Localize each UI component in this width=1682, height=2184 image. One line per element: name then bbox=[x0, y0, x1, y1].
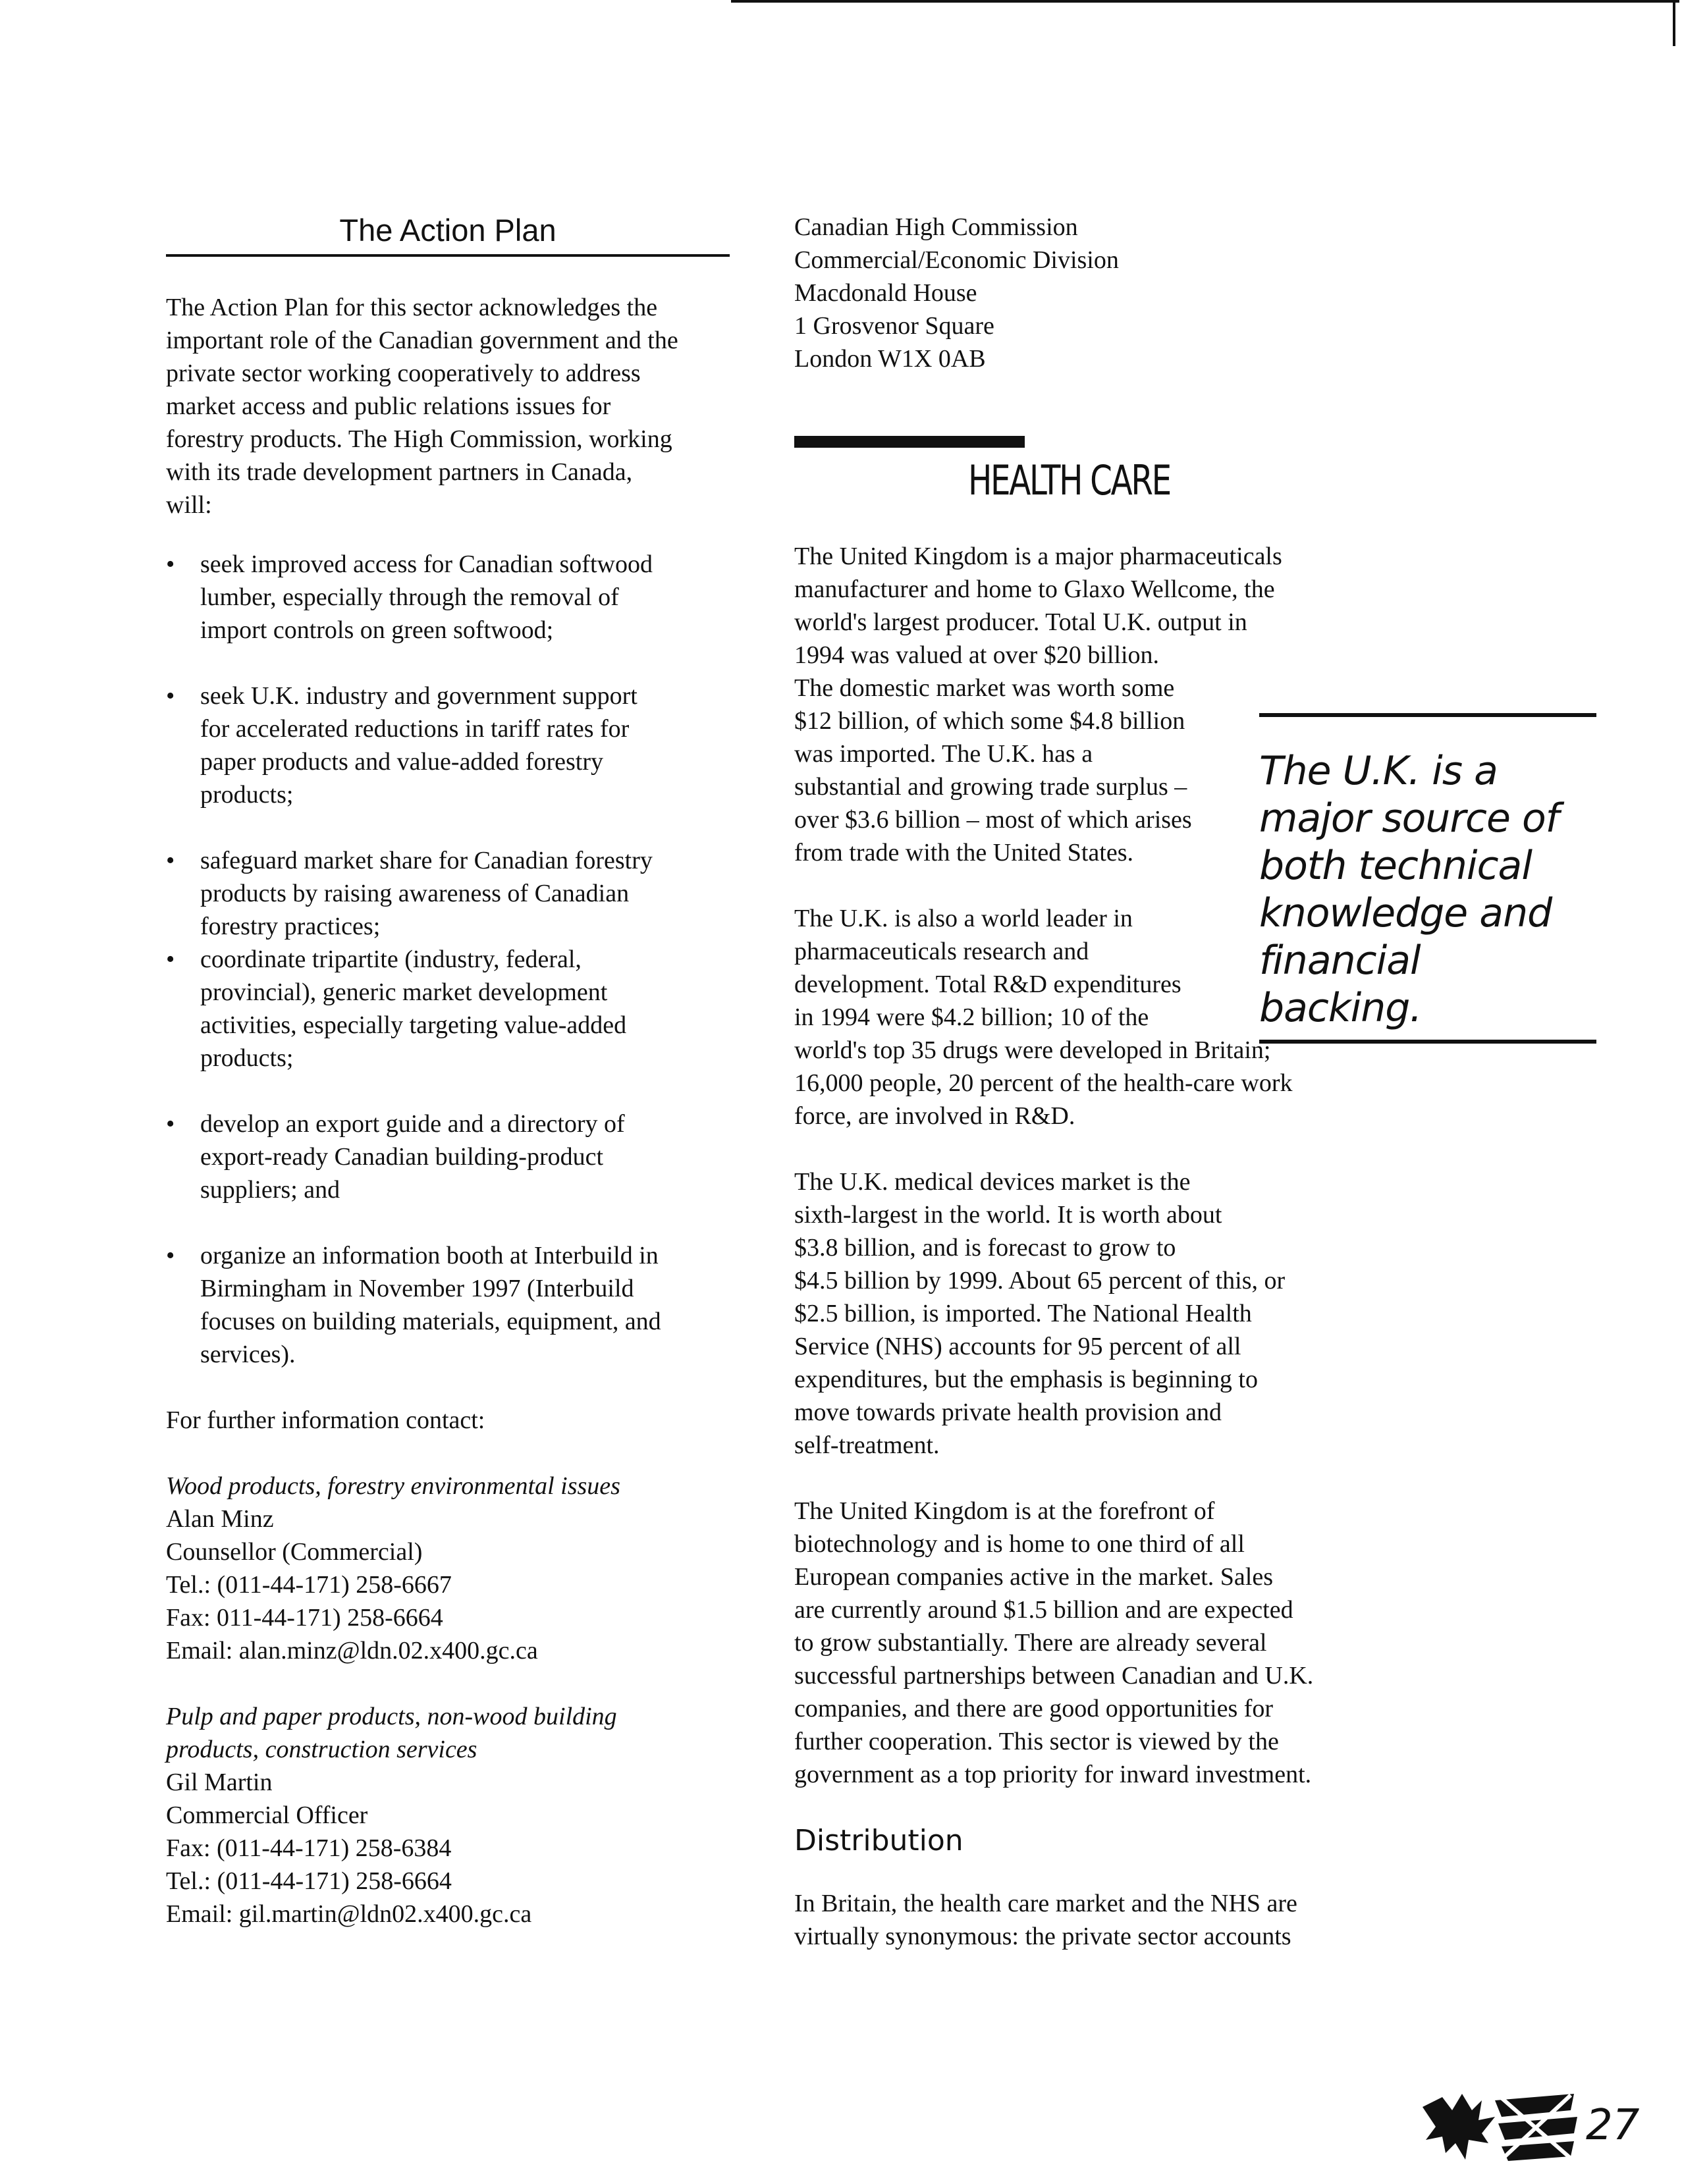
text-line: successful partnerships between Canadian and U.K. bbox=[794, 1662, 1314, 1690]
text-line: further cooperation. This sector is viewed by the bbox=[794, 1728, 1279, 1755]
address-line: Canadian High Commission bbox=[794, 213, 1078, 241]
text-line: forestry products. The High Commission, working bbox=[166, 425, 672, 453]
left-column bbox=[166, 211, 732, 1931]
contact-email: Email: alan.minz@ldn.02.x400.gc.ca bbox=[166, 1637, 538, 1665]
text-line: paper products and value-added forestry bbox=[200, 748, 603, 776]
text-line: products; bbox=[200, 1044, 294, 1072]
text-line: In Britain, the health care market and the NHS are bbox=[794, 1890, 1297, 1917]
contact-tel: Tel.: (011-44-171) 258-6664 bbox=[166, 1867, 452, 1895]
bullet-item bbox=[166, 943, 732, 1075]
text-line: • develop an export guide and a directory of bbox=[200, 1110, 625, 1138]
text-line: 1994 was valued at over $20 billion. bbox=[794, 641, 1160, 669]
union-jack-maple-logo-icon bbox=[1416, 2081, 1581, 2179]
contact-topic: products, construction services bbox=[166, 1736, 477, 1763]
pull-quote-line: knowledge and bbox=[1259, 890, 1552, 936]
text-line: import controls on green softwood; bbox=[200, 616, 554, 644]
text-line: The United Kingdom is a major pharmaceuticals bbox=[794, 543, 1282, 570]
text-line: was imported. The U.K. has a bbox=[794, 740, 1093, 768]
text-line: self-treatment. bbox=[794, 1431, 940, 1459]
text-line: with its trade development partners in Canada, bbox=[166, 458, 633, 486]
pull-quote-line: both technical bbox=[1259, 843, 1532, 889]
contact-topic: Wood products, forestry environmental issues bbox=[166, 1472, 620, 1500]
distribution-paragraph bbox=[794, 1887, 1374, 1953]
text-line: over $3.6 billion – most of which arises bbox=[794, 806, 1192, 834]
bullet-item bbox=[166, 844, 732, 943]
text-line: • seek U.K. industry and government support bbox=[200, 682, 638, 710]
section-bar bbox=[794, 436, 1025, 448]
contact-name: Gil Martin bbox=[166, 1769, 273, 1796]
contact-name: Alan Minz bbox=[166, 1505, 274, 1533]
text-line: world's top 35 drugs were developed in Britain; bbox=[794, 1036, 1271, 1064]
text-line: development. Total R&D expenditures bbox=[794, 971, 1181, 998]
text-line: sixth-largest in the world. It is worth about bbox=[794, 1201, 1222, 1229]
address-line: Commercial/Economic Division bbox=[794, 246, 1119, 274]
bullet-item bbox=[166, 679, 732, 811]
address-line: 1 Grosvenor Square bbox=[794, 312, 994, 340]
text-line: from trade with the United States. bbox=[794, 839, 1133, 866]
text-line: market access and public relations issues for bbox=[166, 392, 611, 420]
text-line: to grow substantially. There are already several bbox=[794, 1629, 1267, 1657]
right-column bbox=[794, 211, 1374, 1953]
text-line: government as a top priority for inward investment. bbox=[794, 1761, 1312, 1788]
text-line: lumber, especially through the removal of bbox=[200, 583, 619, 611]
address-line: Macdonald House bbox=[794, 279, 977, 307]
text-line: important role of the Canadian government and the bbox=[166, 327, 678, 354]
text-line: $3.8 billion, and is forecast to grow to bbox=[794, 1234, 1176, 1262]
text-line: in 1994 were $4.2 billion; 10 of the bbox=[794, 1003, 1149, 1031]
text-line: products; bbox=[200, 781, 294, 809]
text-line: Birmingham in November 1997 (Interbuild bbox=[200, 1275, 634, 1302]
text-line: Service (NHS) accounts for 95 percent of all bbox=[794, 1333, 1241, 1360]
pull-quote-line: backing. bbox=[1259, 985, 1422, 1031]
top-rule bbox=[731, 0, 1679, 3]
pull-quote-line: major source of bbox=[1259, 795, 1559, 841]
text-line: activities, especially targeting value-added bbox=[200, 1011, 627, 1039]
further-info-label: For further information contact: bbox=[166, 1406, 485, 1434]
text-line: The United Kingdom is at the forefront of bbox=[794, 1497, 1215, 1525]
contact-fax: Fax: 011-44-171) 258-6664 bbox=[166, 1604, 443, 1632]
contact-fax: Fax: (011-44-171) 258-6384 bbox=[166, 1834, 452, 1862]
contact-title: Commercial Officer bbox=[166, 1801, 368, 1829]
text-line: move towards private health provision and bbox=[794, 1398, 1222, 1426]
health-care-heading: HEALTH CARE bbox=[968, 456, 1170, 504]
text-line: products by raising awareness of Canadian bbox=[200, 880, 630, 907]
pull-quote-line: The U.K. is a bbox=[1259, 748, 1498, 794]
contact-topic: Pulp and paper products, non-wood building bbox=[166, 1703, 617, 1730]
contact-tel: Tel.: (011-44-171) 258-6667 bbox=[166, 1571, 452, 1599]
pull-quote bbox=[1259, 713, 1596, 1044]
text-line: • seek improved access for Canadian softwood bbox=[200, 550, 653, 578]
text-line: $2.5 billion, is imported. The National Health bbox=[794, 1300, 1252, 1327]
contact-block bbox=[166, 1700, 732, 1931]
bullet-item bbox=[166, 1107, 732, 1206]
bullet-item bbox=[166, 548, 732, 647]
text-line: • organize an information booth at Interbuild in bbox=[200, 1242, 659, 1269]
text-line: services). bbox=[200, 1341, 296, 1368]
text-line: companies, and there are good opportunities for bbox=[794, 1695, 1274, 1722]
text-line: manufacturer and home to Glaxo Wellcome, the bbox=[794, 575, 1275, 603]
text-line: for accelerated reductions in tariff rates for bbox=[200, 715, 630, 743]
health-paragraph bbox=[794, 1165, 1374, 1462]
page-edge-rule bbox=[1673, 0, 1675, 46]
text-line: expenditures, but the emphasis is beginning to bbox=[794, 1366, 1258, 1393]
text-line: are currently around $1.5 billion and are expected bbox=[794, 1596, 1293, 1624]
pull-quote-line: financial bbox=[1259, 938, 1421, 984]
text-line: suppliers; and bbox=[200, 1176, 340, 1204]
text-line: forestry practices; bbox=[200, 913, 381, 940]
page-number: 27 bbox=[1586, 2101, 1640, 2150]
text-line: • safeguard market share for Canadian forestry bbox=[200, 847, 653, 874]
contact-email: Email: gil.martin@ldn02.x400.gc.ca bbox=[166, 1900, 532, 1928]
action-plan-intro bbox=[166, 291, 732, 521]
action-plan-bullets bbox=[166, 548, 732, 1371]
text-line: provincial), generic market development bbox=[200, 978, 608, 1006]
text-line: • coordinate tripartite (industry, federal, bbox=[200, 946, 582, 973]
contact-title: Counsellor (Commercial) bbox=[166, 1538, 423, 1566]
text-line: The domestic market was worth some bbox=[794, 674, 1175, 702]
text-line: The U.K. is also a world leader in bbox=[794, 905, 1133, 932]
health-paragraph bbox=[794, 1495, 1374, 1791]
text-line: private sector working cooperatively to address bbox=[166, 360, 641, 387]
text-line: $4.5 billion by 1999. About 65 percent of this, or bbox=[794, 1267, 1286, 1294]
address-line: London W1X 0AB bbox=[794, 345, 986, 373]
text-line: will: bbox=[166, 491, 212, 519]
text-line: world's largest producer. Total U.K. output in bbox=[794, 608, 1247, 636]
text-line: 16,000 people, 20 percent of the health-care work bbox=[794, 1069, 1293, 1097]
text-line: focuses on building materials, equipment, and bbox=[200, 1308, 661, 1335]
text-line: The Action Plan for this sector acknowledges the bbox=[166, 294, 658, 321]
contact-block bbox=[166, 1470, 732, 1667]
action-plan-heading: The Action Plan bbox=[166, 211, 730, 257]
text-line: pharmaceuticals research and bbox=[794, 938, 1089, 965]
text-line: virtually synonymous: the private sector accounts bbox=[794, 1923, 1291, 1950]
address-block bbox=[794, 211, 1374, 375]
text-line: European companies active in the market. Sales bbox=[794, 1563, 1274, 1591]
text-line: force, are involved in R&D. bbox=[794, 1102, 1075, 1130]
text-line: substantial and growing trade surplus – bbox=[794, 773, 1187, 801]
bullet-item bbox=[166, 1239, 732, 1371]
text-line: export-ready Canadian building-product bbox=[200, 1143, 604, 1171]
distribution-heading: Distribution bbox=[794, 1824, 963, 1857]
text-line: biotechnology and is home to one third of all bbox=[794, 1530, 1245, 1558]
text-line: $12 billion, of which some $4.8 billion bbox=[794, 707, 1185, 735]
text-line: The U.K. medical devices market is the bbox=[794, 1168, 1191, 1196]
